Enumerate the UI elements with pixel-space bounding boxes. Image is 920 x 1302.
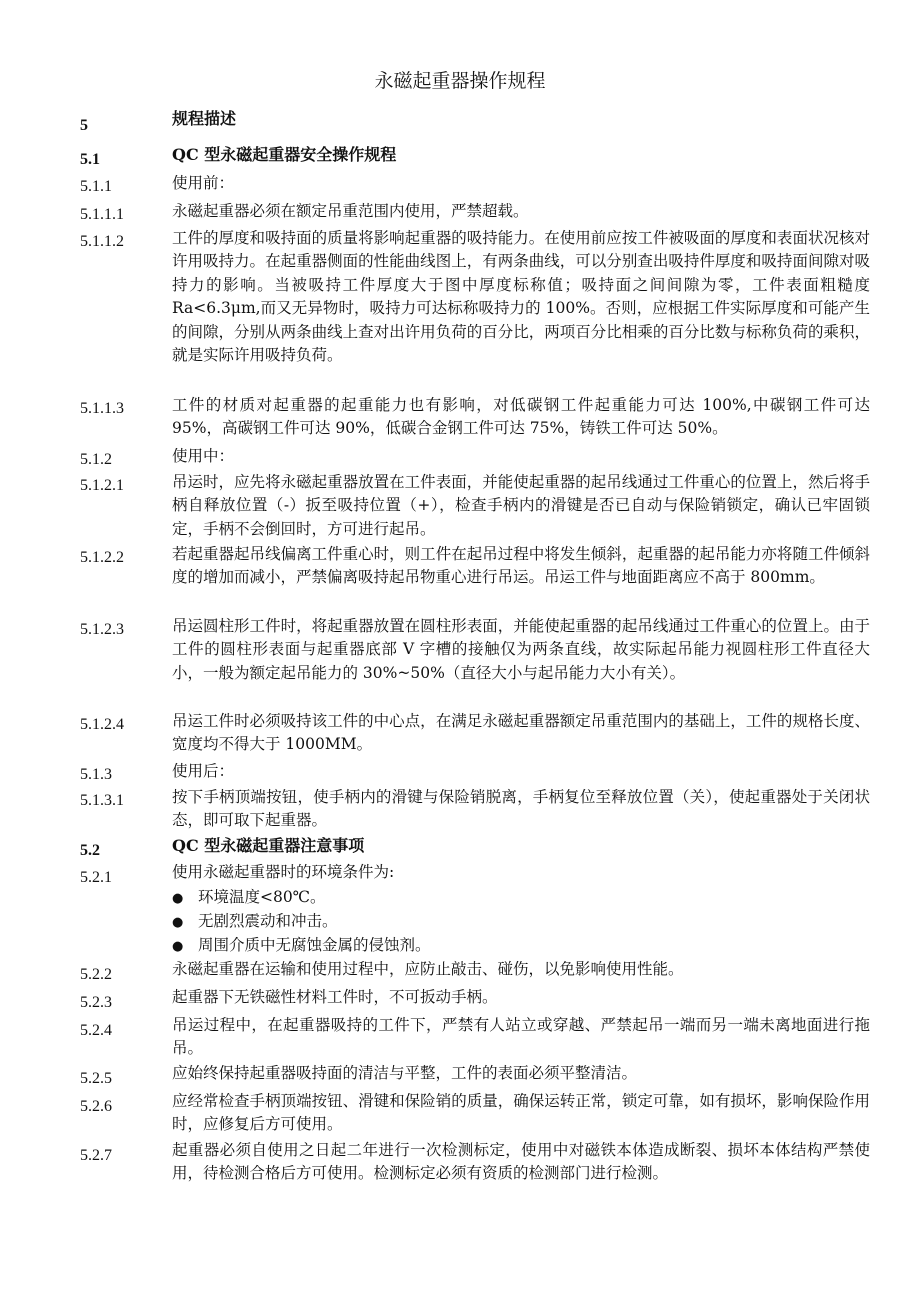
section-5-1-3-1 (80, 786, 870, 833)
section-5-2-2 (80, 958, 870, 981)
section-5-2-5 (80, 1062, 870, 1085)
bullet-icon: ● (172, 915, 184, 930)
section-5-2-6 (80, 1090, 870, 1137)
section-text: 使用后： (172, 762, 235, 780)
bullet-icon: ● (172, 891, 184, 906)
section-heading: QC 型永磁起重器注意事项 (172, 836, 365, 855)
section-heading: 规程描述 (172, 109, 237, 128)
section-text: 工件的材质对起重器的起重能力也有影响，对低碳钢工件起重能力可达 100%,中碳钢工件可达 95%，高碳钢工件可达 90%，低碳合金钢工件可达 75%，铸铁工件可达 50%。 (172, 396, 870, 438)
section-number: 5.2.1 (80, 869, 112, 886)
section-number: 5 (80, 117, 88, 134)
section-5-2-4 (80, 1014, 870, 1061)
section-number: 5.1.2.2 (80, 549, 124, 566)
section-text: 若起重器起吊线偏离工件重心时，则工件在起吊过程中将发生倾斜，起重器的起吊能力亦将随工件倾斜度的增加而减小，严禁偏离吸持起吊物重心进行吊运。吊运工件与地面距离应不高于 800mm。 (172, 545, 870, 587)
list-item (172, 934, 862, 958)
section-text: 按下手柄顶端按钮，使手柄内的滑键与保险销脱离，手柄复位至释放位置（关），使起重器处于关闭状态，即可取下起重器。 (172, 788, 870, 830)
list-item-text: 环境温度<80℃。 (198, 888, 326, 906)
section-text: 永磁起重器必须在额定吊重范围内使用，严禁超载。 (172, 202, 529, 220)
section-5-1-1-2 (80, 227, 870, 367)
section-number: 5.1.3 (80, 766, 112, 783)
section-text: 工件的厚度和吸持面的质量将影响起重器的吸持能力。在使用前应按工件被吸面的厚度和表面状况核对许用吸持力。在起重器侧面的性能曲线图上，有两条曲线，可以分别查出吸持件厚度和吸持面间隙对吸持力的影响。当被吸持工件厚度大于图中厚度标称值；吸持面之间间隙为零，工件表面粗糙度 Ra<6.3μm,而又无异物时，吸持力可达标称吸持力的 100%。否则，应根据工件实际厚度和可能产生的间隙，分别从两条曲线上查对出许用负荷的百分比，两项百分比相乘的百分比数与标称负荷的乘积，就是实际许用吸持负荷。 (172, 229, 870, 365)
section-heading: QC 型永磁起重器安全操作规程 (172, 145, 397, 164)
section-text: 使用永磁起重器时的环境条件为: (172, 863, 395, 881)
section-5-1-2-4 (80, 710, 870, 757)
section-number: 5.2.6 (80, 1098, 112, 1115)
list-item-text: 无剧烈震动和冲击。 (198, 912, 338, 930)
section-5-1-2-2 (80, 543, 870, 590)
section-5-1-2-3 (80, 615, 870, 685)
bullet-icon: ● (172, 939, 184, 954)
section-number: 5.2.3 (80, 994, 112, 1011)
section-text: 使用中： (172, 447, 235, 465)
section-number: 5.1.3.1 (80, 792, 124, 809)
section-text: 起重器下无铁磁性材料工件时，不可扳动手柄。 (172, 988, 498, 1006)
section-number: 5.2.4 (80, 1022, 112, 1039)
section-number: 5.1.2.1 (80, 477, 124, 494)
list-item-text: 周围介质中无腐蚀金属的侵蚀剂。 (198, 936, 431, 954)
section-5-2 (80, 834, 870, 857)
section-number: 5.1.2 (80, 451, 112, 468)
section-5-1-1-1 (80, 200, 870, 223)
section-5-1-2-1 (80, 471, 870, 541)
section-text: 起重器必须自使用之日起二年进行一次检测标定，使用中对磁铁本体造成断裂、损坏本体结构严禁使用，待检测合格后方可使用。检测标定必须有资质的检测部门进行检测。 (172, 1141, 870, 1183)
section-5-2-7 (80, 1139, 870, 1186)
section-text: 使用前： (172, 174, 235, 192)
section-text: 吊运过程中，在起重器吸持的工件下，严禁有人站立或穿越、严禁起吊一端而另一端未离地面进行拖吊。 (172, 1016, 870, 1058)
section-5-2-3 (80, 986, 870, 1009)
section-5-1-1-3 (80, 394, 870, 441)
section-number: 5.1.1.3 (80, 400, 124, 417)
section-5-2-1 (80, 861, 870, 884)
section-number: 5.2.5 (80, 1070, 112, 1087)
section-text: 应经常检查手柄顶端按钮、滑键和保险销的质量，确保运转正常，锁定可靠，如有损坏，影响保险作用时，应修复后方可使用。 (172, 1092, 870, 1134)
section-text: 吊运工件时必须吸持该工件的中心点，在满足永磁起重器额定吊重范围内的基础上，工件的规格长度、宽度均不得大于 1000MM。 (172, 712, 870, 754)
section-text: 吊运时，应先将永磁起重器放置在工件表面，并能使起重器的起吊线通过工件重心的位置上，然后将手柄自释放位置（-）扳至吸持位置（+），检查手柄内的滑键是否已自动与保险销锁定，确认已牢固锁定，手柄不会倒回时，方可进行起吊。 (172, 473, 870, 538)
section-5-1 (80, 143, 870, 166)
section-5-1-3 (80, 760, 870, 783)
list-item (172, 886, 862, 910)
section-number: 5.1 (80, 151, 100, 168)
section-5 (80, 107, 870, 134)
section-5-1-2 (80, 445, 870, 468)
section-number: 5.1.1 (80, 178, 112, 195)
section-number: 5.1.2.3 (80, 621, 124, 638)
section-text: 应始终保持起重器吸持面的清洁与平整，工件的表面必须平整清洁。 (172, 1064, 638, 1082)
section-number: 5.2.2 (80, 966, 112, 983)
section-number: 5.1.2.4 (80, 716, 124, 733)
section-text: 吊运圆柱形工件时，将起重器放置在圆柱形表面，并能使起重器的起吊线通过工件重心的位置上。由于工件的圆柱形表面与起重器底部 V 字槽的接触仅为两条直线，故实际起吊能力视圆柱形工件直径大小，一般为额定起吊能力的 30%~50%（直径大小与起吊能力大小有关）。 (172, 617, 870, 682)
section-text: 永磁起重器在运输和使用过程中，应防止敲击、碰伤，以免影响使用性能。 (172, 960, 684, 978)
section-5-1-1 (80, 172, 870, 195)
list-item (172, 910, 862, 934)
section-number: 5.2.7 (80, 1147, 112, 1164)
section-number: 5.1.1.2 (80, 233, 124, 250)
section-number: 5.1.1.1 (80, 206, 124, 223)
document-title: 永磁起重器操作规程 (374, 70, 546, 92)
section-number: 5.2 (80, 842, 100, 859)
